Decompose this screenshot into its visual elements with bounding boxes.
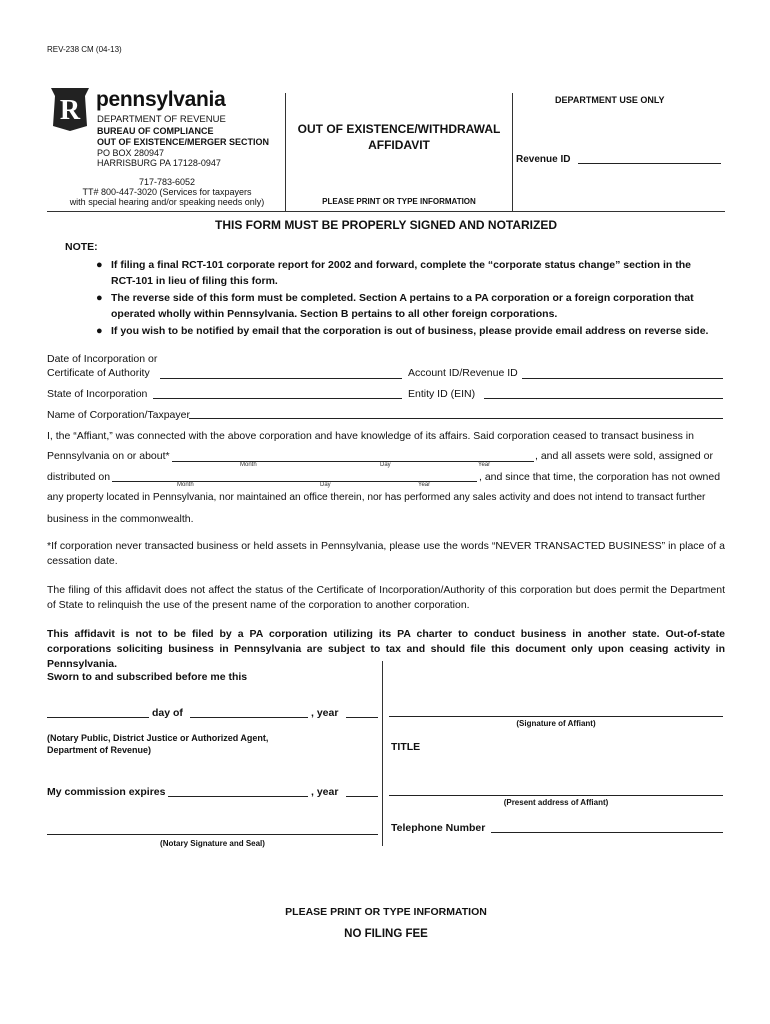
date-inc-field[interactable] xyxy=(160,378,402,379)
corp-name-label: Name of Corporation/Taxpayer xyxy=(47,409,190,421)
date-inc-label: Date of Incorporation or xyxy=(47,353,158,365)
phone-number: 717-783-6052 xyxy=(138,177,196,187)
month-sub-2: Month xyxy=(177,482,194,488)
filing-note: The filing of this affidavit does not affect the status of the Certificate of Incorporation/Authority of this corporation but does permit the Department of State to relinquish the use of the present name of the corporation to another corporation. xyxy=(47,584,725,611)
month-field[interactable] xyxy=(190,717,308,718)
print-note: PLEASE PRINT OR TYPE INFORMATION xyxy=(322,197,476,206)
notary-public-label-2: Department of Revenue) xyxy=(47,745,152,755)
tt-number: TT# 800-447-3020 (Services for taxpayers xyxy=(82,187,252,197)
not-filed-note: This affidavit is not to be filed by a PA corporation utilizing its PA charter to conduct business in another state. Out-of-state corporations soliciting business in Pennsylvania are subject to tax and should file this document only upon ceasing activity in Pennsylvania. xyxy=(47,628,725,670)
tt-number-note: with special hearing and/or speaking needs only) xyxy=(69,197,265,207)
note-item: ● If you wish to be notified by email that the corporation is out of business, please provide email address on reverse side. xyxy=(96,325,709,337)
notary-signature-label: (Notary Signature and Seal) xyxy=(160,839,265,848)
affiant-line3b: , and since that time, the corporation has not owned xyxy=(479,471,721,483)
revenue-id-label: Revenue ID xyxy=(516,154,571,165)
affiant-line2b: , and all assets were sold, assigned or xyxy=(535,450,714,462)
form-title-line1: OUT OF EXISTENCE/WITHDRAWAL xyxy=(297,122,501,136)
month-sub-1: Month xyxy=(240,462,257,468)
must-sign-notice: THIS FORM MUST BE PROPERLY SIGNED AND NOTARIZED xyxy=(214,218,558,232)
affiant-address-label: (Present address of Affiant) xyxy=(503,798,609,807)
footer-print-note: PLEASE PRINT OR TYPE INFORMATION xyxy=(285,906,487,918)
year-label-2: , year xyxy=(311,786,339,798)
affiant-signature-label: (Signature of Affiant) xyxy=(516,719,596,728)
corp-name-field[interactable] xyxy=(189,418,723,419)
po-box: PO BOX 280947 xyxy=(97,148,165,158)
commission-date-field[interactable] xyxy=(168,796,308,797)
year-sub-1: Year xyxy=(478,462,491,468)
account-id-field[interactable] xyxy=(522,378,723,379)
affiant-line1: I, the “Affiant,” was connected with the above corporation and have knowledge of its affairs. Said corporation ceased to transact business in xyxy=(47,430,694,442)
affiant-signature-field[interactable] xyxy=(389,716,723,717)
notary-public-label: (Notary Public, District Justice or Authorized Agent, xyxy=(47,733,269,743)
svg-text:R: R xyxy=(59,95,81,126)
date-inc-label-2: Certificate of Authority xyxy=(47,367,150,379)
header-divider-right xyxy=(512,93,513,211)
affiant-line2a: Pennsylvania on or about* xyxy=(47,450,170,462)
year-label: , year xyxy=(311,707,339,719)
telephone-label: Telephone Number xyxy=(391,822,486,834)
commission-label: My commission expires xyxy=(47,786,166,798)
dept-name: DEPARTMENT OF REVENUE xyxy=(97,114,226,125)
year-sub-2: Year xyxy=(418,482,431,488)
state-inc-field[interactable] xyxy=(153,398,402,399)
dept-use-only: DEPARTMENT USE ONLY xyxy=(555,95,665,105)
affiant-line3a: distributed on xyxy=(47,471,111,483)
state-name: pennsylvania xyxy=(96,88,226,111)
state-inc-label: State of Incorporation xyxy=(47,388,148,400)
notary-divider xyxy=(382,661,383,846)
bureau-name: BUREAU OF COMPLIANCE xyxy=(97,126,214,136)
entity-id-label: Entity ID (EIN) xyxy=(408,388,476,400)
notary-signature-field[interactable] xyxy=(47,834,378,835)
note-label: NOTE: xyxy=(65,241,98,253)
year-field[interactable] xyxy=(346,717,378,718)
title-label: TITLE xyxy=(391,741,421,753)
commission-year-field[interactable] xyxy=(346,796,378,797)
affiant-line5: business in the commonwealth. xyxy=(47,513,194,525)
entity-id-field[interactable] xyxy=(484,398,723,399)
sworn-label: Sworn to and subscribed before me this xyxy=(47,671,248,683)
note-item: ● If filing a final RCT-101 corporate report for 2002 and forward, complete the “corporate status change” section in the RCT-101 in lieu of filing this form. xyxy=(96,259,691,287)
day-sub-2: Day xyxy=(320,482,331,488)
form-title-line2: AFFIDAVIT xyxy=(368,138,430,152)
day-sub-1: Day xyxy=(380,462,391,468)
header-bottom-rule xyxy=(47,211,725,212)
no-filing-fee: NO FILING FEE xyxy=(344,928,428,940)
section-name: OUT OF EXISTENCE/MERGER SECTION xyxy=(97,137,270,147)
keystone-logo xyxy=(49,86,91,137)
day-field[interactable] xyxy=(47,717,149,718)
city-address: HARRISBURG PA 17128-0947 xyxy=(97,158,221,168)
day-of-label: day of xyxy=(152,707,183,719)
affiant-line4: any property located in Pennsylvania, nor maintained an office therein, nor has performed any sales activity and does not intend to transact further xyxy=(47,492,706,503)
account-id-label: Account ID/Revenue ID xyxy=(408,367,518,379)
form-code: REV-238 CM (04-13) xyxy=(47,45,122,54)
telephone-field[interactable] xyxy=(491,832,723,833)
never-transacted-note: *If corporation never transacted business or held assets in Pennsylvania, please use the words “NEVER TRANSACTED BUSINESS” in place of a cessation date. xyxy=(47,540,725,567)
note-item: ● The reverse side of this form must be completed. Section A pertains to a PA corporation or a foreign corporation that operated wholly within Pennsylvania. Section B pertains to all other foreign corporations. xyxy=(96,292,694,320)
affiant-address-field[interactable] xyxy=(389,795,723,796)
revenue-id-field[interactable] xyxy=(578,163,721,164)
